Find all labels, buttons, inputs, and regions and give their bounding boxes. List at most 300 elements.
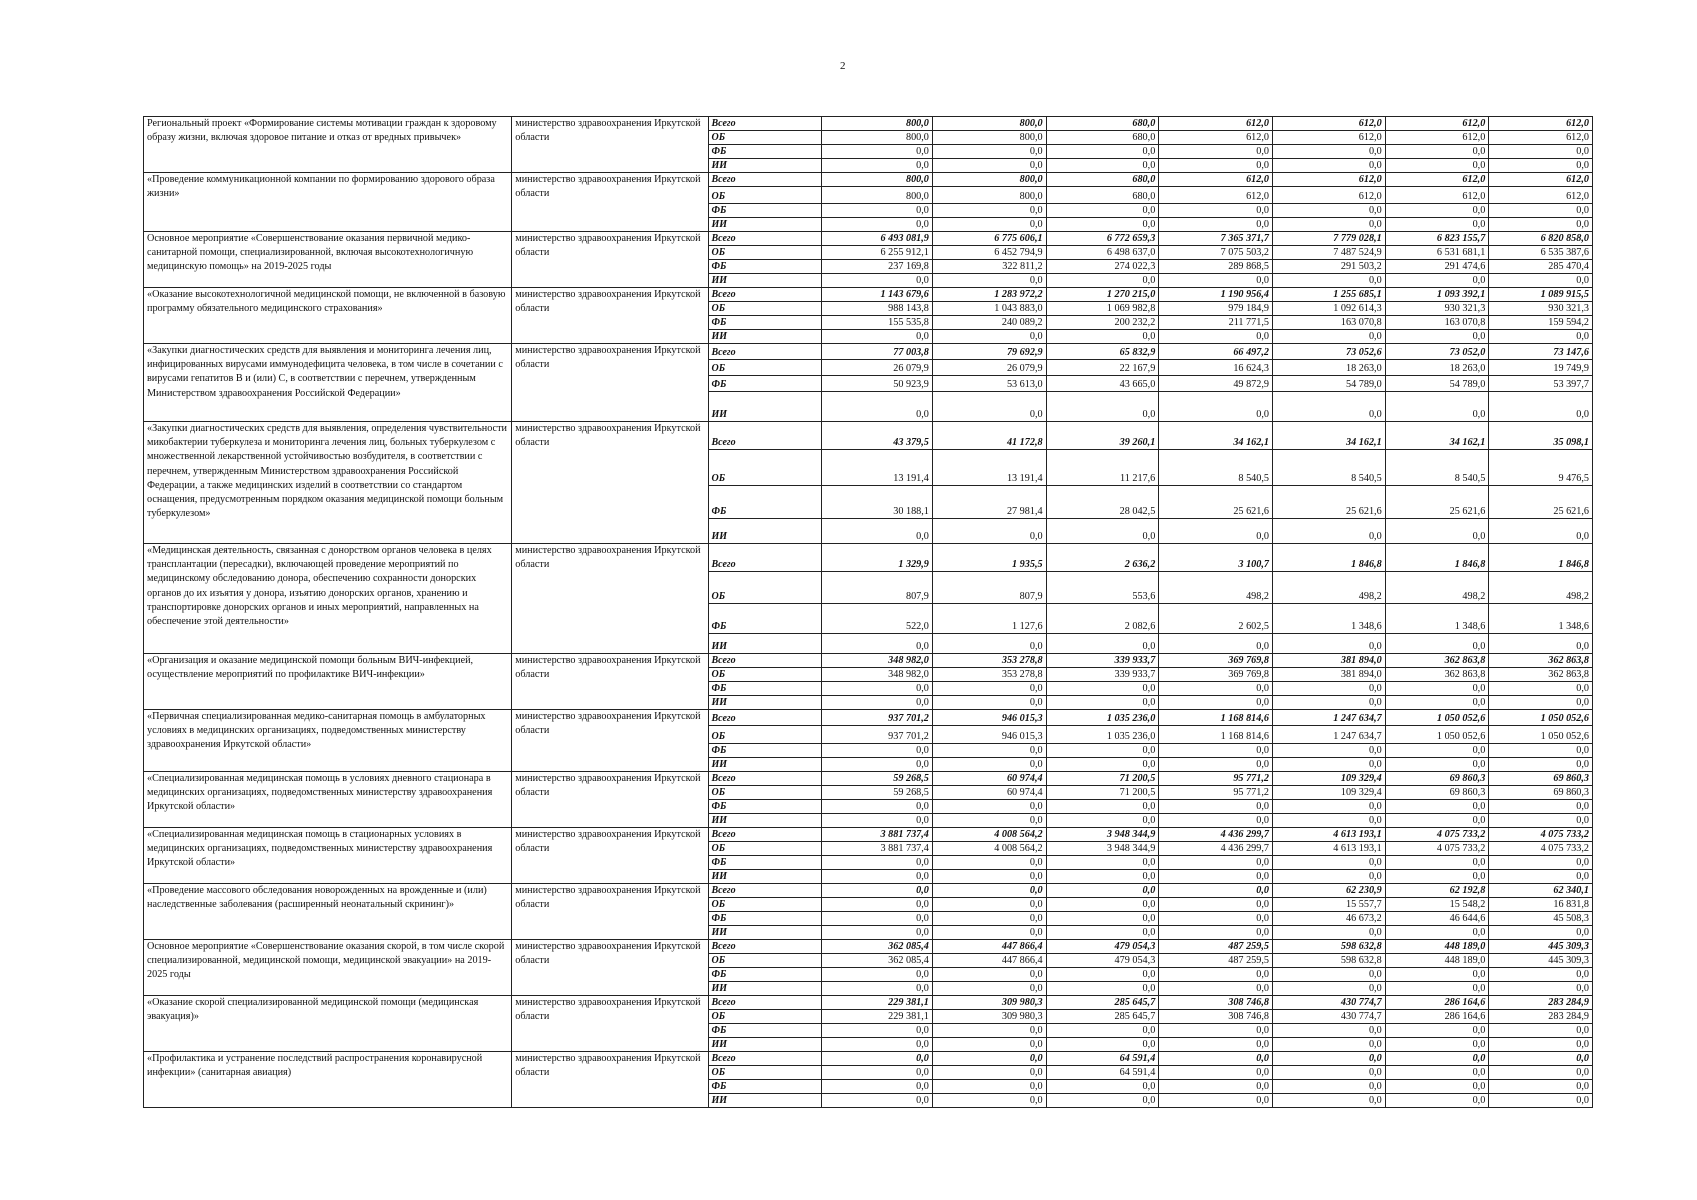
amount-cell: 0,0: [1385, 392, 1489, 422]
amount-cell: 291 503,2: [1272, 260, 1385, 274]
responsible-executor: министерство здравоохранения Иркутской области: [512, 422, 708, 544]
amount-cell: 800,0: [932, 117, 1046, 131]
amount-cell: 4 075 733,2: [1385, 828, 1489, 842]
amount-cell: 77 003,8: [822, 344, 933, 360]
amount-cell: 2 636,2: [1046, 544, 1159, 572]
amount-cell: 7 487 524,9: [1272, 246, 1385, 260]
amount-cell: 4 075 733,2: [1385, 842, 1489, 856]
amount-cell: 0,0: [1489, 1094, 1593, 1108]
activity-name: «Закупки диагностических средств для выявления, определения чувствительности микобактерии туберкулеза и мониторинга лечения лиц, больных туберкулезом с множественной лекарственной устойчивостью возбудителя, в соответствии с перечнем, утвержденным Министерством здравоохранения Российской Федерации, а также медицинских изделий в соответствии со стандартом оснащения, предусмотренным порядком оказания медицинской помощи больным туберкулезом»: [144, 422, 512, 544]
amount-cell: 274 022,3: [1046, 260, 1159, 274]
amount-cell: 612,0: [1272, 117, 1385, 131]
responsible-executor: министерство здравоохранения Иркутской области: [512, 544, 708, 654]
amount-cell: 0,0: [822, 982, 933, 996]
amount-cell: 159 594,2: [1489, 316, 1593, 330]
responsible-executor: министерство здравоохранения Иркутской области: [512, 173, 708, 232]
activity-name: «Проведение коммуникационной компании по формированию здорового образа жизни»: [144, 173, 512, 232]
funding-source: Всего: [708, 117, 822, 131]
funding-source: Всего: [708, 173, 822, 187]
amount-cell: 9 476,5: [1489, 450, 1593, 486]
amount-cell: 0,0: [1272, 274, 1385, 288]
table-row: [144, 173, 1593, 187]
amount-cell: 6 820 858,0: [1489, 232, 1593, 246]
amount-cell: 430 774,7: [1272, 996, 1385, 1010]
amount-cell: 0,0: [932, 392, 1046, 422]
amount-cell: 0,0: [1159, 682, 1273, 696]
amount-cell: 1 089 915,5: [1489, 288, 1593, 302]
amount-cell: 79 692,9: [932, 344, 1046, 360]
amount-cell: 0,0: [1385, 634, 1489, 654]
amount-cell: 800,0: [822, 173, 933, 187]
responsible-executor: министерство здравоохранения Иркутской области: [512, 117, 708, 173]
activity-name: «Первичная специализированная медико-санитарная помощь в амбулаторных условиях в медицинских организациях, подведомственных министерству здравоохранения Иркутской области»: [144, 710, 512, 772]
amount-cell: 0,0: [1489, 870, 1593, 884]
amount-cell: 0,0: [1489, 330, 1593, 344]
amount-cell: 73 147,6: [1489, 344, 1593, 360]
amount-cell: 0,0: [1272, 330, 1385, 344]
amount-cell: 0,0: [1159, 744, 1273, 758]
amount-cell: 53 613,0: [932, 376, 1046, 392]
amount-cell: 0,0: [1046, 1038, 1159, 1052]
amount-cell: 22 167,9: [1046, 360, 1159, 376]
amount-cell: 0,0: [1272, 392, 1385, 422]
amount-cell: 0,0: [1272, 145, 1385, 159]
amount-cell: 445 309,3: [1489, 940, 1593, 954]
amount-cell: 3 100,7: [1159, 544, 1273, 572]
amount-cell: 286 164,6: [1385, 996, 1489, 1010]
amount-cell: 0,0: [1385, 519, 1489, 544]
funding-source: ИИ: [708, 634, 822, 654]
amount-cell: 1 092 614,3: [1272, 302, 1385, 316]
amount-cell: 1 050 052,6: [1489, 726, 1593, 744]
amount-cell: 1 348,6: [1272, 604, 1385, 634]
amount-cell: 0,0: [1272, 1066, 1385, 1080]
activity-name: Региональный проект «Формирование системы мотивации граждан к здоровому образу жизни, включая здоровое питание и отказ от вредных привычек»: [144, 117, 512, 173]
amount-cell: 0,0: [1489, 1024, 1593, 1038]
funding-source: Всего: [708, 1052, 822, 1066]
amount-cell: 800,0: [822, 187, 933, 204]
amount-cell: 0,0: [822, 870, 933, 884]
amount-cell: 3 948 344,9: [1046, 842, 1159, 856]
funding-source: ОБ: [708, 572, 822, 604]
amount-cell: 0,0: [1489, 519, 1593, 544]
amount-cell: 0,0: [1385, 1052, 1489, 1066]
amount-cell: 286 164,6: [1385, 1010, 1489, 1024]
amount-cell: 0,0: [1385, 218, 1489, 232]
funding-source: ФБ: [708, 316, 822, 330]
amount-cell: 612,0: [1272, 173, 1385, 187]
amount-cell: 0,0: [1046, 912, 1159, 926]
amount-cell: 0,0: [1489, 800, 1593, 814]
funding-source: Всего: [708, 884, 822, 898]
amount-cell: 35 098,1: [1489, 422, 1593, 450]
amount-cell: 25 621,6: [1385, 486, 1489, 519]
amount-cell: 1 043 883,0: [932, 302, 1046, 316]
amount-cell: 0,0: [932, 758, 1046, 772]
amount-cell: 0,0: [932, 274, 1046, 288]
activity-name: Основное мероприятие «Совершенствование оказания первичной медико-санитарной помощи, специализированной, включая высокотехнологичную медицинскую помощь» на 2019-2025 годы: [144, 232, 512, 288]
amount-cell: 1 348,6: [1489, 604, 1593, 634]
amount-cell: 71 200,5: [1046, 786, 1159, 800]
amount-cell: 66 497,2: [1159, 344, 1273, 360]
amount-cell: 73 052,0: [1385, 344, 1489, 360]
amount-cell: 3 881 737,4: [822, 842, 933, 856]
amount-cell: 0,0: [1272, 1080, 1385, 1094]
funding-source: ОБ: [708, 842, 822, 856]
amount-cell: 7 779 028,1: [1272, 232, 1385, 246]
amount-cell: 448 189,0: [1385, 940, 1489, 954]
amount-cell: 0,0: [1489, 204, 1593, 218]
amount-cell: 4 613 193,1: [1272, 828, 1385, 842]
amount-cell: 0,0: [1489, 1080, 1593, 1094]
amount-cell: 1 255 685,1: [1272, 288, 1385, 302]
amount-cell: 0,0: [1489, 159, 1593, 173]
funding-source: Всего: [708, 422, 822, 450]
amount-cell: 13 191,4: [822, 450, 933, 486]
amount-cell: 0,0: [822, 274, 933, 288]
amount-cell: 59 268,5: [822, 772, 933, 786]
amount-cell: 18 263,0: [1272, 360, 1385, 376]
amount-cell: 0,0: [822, 392, 933, 422]
amount-cell: 95 771,2: [1159, 786, 1273, 800]
amount-cell: 0,0: [1489, 814, 1593, 828]
amount-cell: 0,0: [1272, 968, 1385, 982]
amount-cell: 4 436 299,7: [1159, 828, 1273, 842]
amount-cell: 0,0: [1272, 159, 1385, 173]
funding-source: ИИ: [708, 758, 822, 772]
amount-cell: 26 079,9: [822, 360, 933, 376]
funding-source: Всего: [708, 232, 822, 246]
activity-name: «Проведение массового обследования новорожденных на врожденные и (или) наследственные заболевания (расширенный неонатальный скрининг)»: [144, 884, 512, 940]
table-row: [144, 772, 1593, 786]
activity-name: «Профилактика и устранение последствий распространения коронавирусной инфекции» (санитарная авиация): [144, 1052, 512, 1108]
funding-source: ОБ: [708, 786, 822, 800]
amount-cell: 54 789,0: [1272, 376, 1385, 392]
amount-cell: 1 069 982,8: [1046, 302, 1159, 316]
amount-cell: 937 701,2: [822, 710, 933, 726]
amount-cell: 46 644,6: [1385, 912, 1489, 926]
amount-cell: 6 535 387,6: [1489, 246, 1593, 260]
amount-cell: 0,0: [932, 926, 1046, 940]
amount-cell: 0,0: [822, 758, 933, 772]
amount-cell: 0,0: [932, 145, 1046, 159]
amount-cell: 0,0: [932, 898, 1046, 912]
amount-cell: 46 673,2: [1272, 912, 1385, 926]
amount-cell: 0,0: [1272, 1024, 1385, 1038]
amount-cell: 50 923,9: [822, 376, 933, 392]
amount-cell: 53 397,7: [1489, 376, 1593, 392]
amount-cell: 19 749,9: [1489, 360, 1593, 376]
amount-cell: 0,0: [1385, 814, 1489, 828]
amount-cell: 0,0: [1046, 519, 1159, 544]
amount-cell: 6 498 637,0: [1046, 246, 1159, 260]
responsible-executor: министерство здравоохранения Иркутской области: [512, 344, 708, 422]
amount-cell: 612,0: [1159, 131, 1273, 145]
activity-name: «Специализированная медицинская помощь в стационарных условиях в медицинских организациях, подведомственных министерству здравоохранения Иркутской области»: [144, 828, 512, 884]
amount-cell: 362 863,8: [1489, 668, 1593, 682]
amount-cell: 6 775 606,1: [932, 232, 1046, 246]
amount-cell: 25 621,6: [1159, 486, 1273, 519]
amount-cell: 0,0: [1489, 274, 1593, 288]
amount-cell: 0,0: [822, 682, 933, 696]
funding-source: ФБ: [708, 912, 822, 926]
amount-cell: 65 832,9: [1046, 344, 1159, 360]
amount-cell: 0,0: [822, 1024, 933, 1038]
amount-cell: 0,0: [1046, 682, 1159, 696]
amount-cell: 1 247 634,7: [1272, 710, 1385, 726]
amount-cell: 0,0: [1046, 814, 1159, 828]
amount-cell: 1 050 052,6: [1385, 710, 1489, 726]
funding-source: ОБ: [708, 668, 822, 682]
table-row: [144, 422, 1593, 450]
amount-cell: 937 701,2: [822, 726, 933, 744]
amount-cell: 28 042,5: [1046, 486, 1159, 519]
amount-cell: 348 982,0: [822, 668, 933, 682]
amount-cell: 0,0: [932, 519, 1046, 544]
amount-cell: 27 981,4: [932, 486, 1046, 519]
amount-cell: 498,2: [1272, 572, 1385, 604]
amount-cell: 1 846,8: [1489, 544, 1593, 572]
amount-cell: 0,0: [1489, 982, 1593, 996]
table-row: [144, 884, 1593, 898]
amount-cell: 0,0: [1272, 744, 1385, 758]
amount-cell: 7 365 371,7: [1159, 232, 1273, 246]
funding-source: Всего: [708, 710, 822, 726]
amount-cell: 0,0: [1489, 1052, 1593, 1066]
amount-cell: 479 054,3: [1046, 954, 1159, 968]
amount-cell: 598 632,8: [1272, 954, 1385, 968]
amount-cell: 0,0: [1489, 758, 1593, 772]
amount-cell: 800,0: [822, 131, 933, 145]
amount-cell: 18 263,0: [1385, 360, 1489, 376]
funding-source: ИИ: [708, 159, 822, 173]
amount-cell: 0,0: [822, 1066, 933, 1080]
amount-cell: 1 247 634,7: [1272, 726, 1385, 744]
amount-cell: 0,0: [1159, 898, 1273, 912]
amount-cell: 0,0: [1385, 856, 1489, 870]
amount-cell: 6 452 794,9: [932, 246, 1046, 260]
amount-cell: 612,0: [1385, 131, 1489, 145]
funding-source: ОБ: [708, 246, 822, 260]
amount-cell: 54 789,0: [1385, 376, 1489, 392]
amount-cell: 8 540,5: [1385, 450, 1489, 486]
amount-cell: 447 866,4: [932, 954, 1046, 968]
table-row: [144, 996, 1593, 1010]
amount-cell: 0,0: [932, 800, 1046, 814]
amount-cell: 0,0: [822, 968, 933, 982]
amount-cell: 0,0: [932, 218, 1046, 232]
amount-cell: 0,0: [1159, 800, 1273, 814]
amount-cell: 41 172,8: [932, 422, 1046, 450]
activity-name: «Оказание высокотехнологичной медицинской помощи, не включенной в базовую программу обязательного медицинского страхования»: [144, 288, 512, 344]
funding-source: ИИ: [708, 1094, 822, 1108]
amount-cell: 0,0: [932, 682, 1046, 696]
amount-cell: 0,0: [822, 204, 933, 218]
amount-cell: 6 772 659,3: [1046, 232, 1159, 246]
amount-cell: 0,0: [1272, 982, 1385, 996]
amount-cell: 680,0: [1046, 117, 1159, 131]
amount-cell: 25 621,6: [1489, 486, 1593, 519]
amount-cell: 598 632,8: [1272, 940, 1385, 954]
funding-source: ИИ: [708, 330, 822, 344]
amount-cell: 0,0: [1159, 758, 1273, 772]
amount-cell: 291 474,6: [1385, 260, 1489, 274]
amount-cell: 0,0: [1046, 870, 1159, 884]
amount-cell: 0,0: [1159, 1080, 1273, 1094]
amount-cell: 339 933,7: [1046, 668, 1159, 682]
amount-cell: 0,0: [1385, 145, 1489, 159]
funding-source: Всего: [708, 996, 822, 1010]
amount-cell: 930 321,3: [1489, 302, 1593, 316]
amount-cell: 0,0: [1272, 758, 1385, 772]
amount-cell: 0,0: [932, 1052, 1046, 1066]
amount-cell: 1 190 956,4: [1159, 288, 1273, 302]
amount-cell: 348 982,0: [822, 654, 933, 668]
amount-cell: 0,0: [932, 1066, 1046, 1080]
amount-cell: 498,2: [1159, 572, 1273, 604]
amount-cell: 7 075 503,2: [1159, 246, 1273, 260]
amount-cell: 362 863,8: [1489, 654, 1593, 668]
amount-cell: 487 259,5: [1159, 940, 1273, 954]
amount-cell: 0,0: [1159, 1052, 1273, 1066]
amount-cell: 289 868,5: [1159, 260, 1273, 274]
amount-cell: 45 508,3: [1489, 912, 1593, 926]
amount-cell: 3 948 344,9: [1046, 828, 1159, 842]
responsible-executor: министерство здравоохранения Иркутской области: [512, 828, 708, 884]
amount-cell: 612,0: [1159, 117, 1273, 131]
amount-cell: 807,9: [822, 572, 933, 604]
table-row: [144, 344, 1593, 360]
amount-cell: 0,0: [822, 912, 933, 926]
amount-cell: 0,0: [1385, 1038, 1489, 1052]
funding-source: ОБ: [708, 1066, 822, 1080]
amount-cell: 34 162,1: [1385, 422, 1489, 450]
funding-source: ИИ: [708, 1038, 822, 1052]
amount-cell: 0,0: [932, 1080, 1046, 1094]
amount-cell: 0,0: [1159, 274, 1273, 288]
funding-source: ИИ: [708, 218, 822, 232]
amount-cell: 0,0: [932, 1094, 1046, 1108]
amount-cell: 0,0: [822, 696, 933, 710]
amount-cell: 1 348,6: [1385, 604, 1489, 634]
amount-cell: 26 079,9: [932, 360, 1046, 376]
amount-cell: 16 831,8: [1489, 898, 1593, 912]
amount-cell: 0,0: [1046, 634, 1159, 654]
responsible-executor: министерство здравоохранения Иркутской области: [512, 884, 708, 940]
amount-cell: 0,0: [1385, 982, 1489, 996]
amount-cell: 0,0: [1489, 696, 1593, 710]
amount-cell: 0,0: [822, 330, 933, 344]
amount-cell: 0,0: [1159, 982, 1273, 996]
amount-cell: 0,0: [932, 870, 1046, 884]
amount-cell: 0,0: [932, 204, 1046, 218]
amount-cell: 0,0: [932, 884, 1046, 898]
amount-cell: 0,0: [1489, 218, 1593, 232]
amount-cell: 71 200,5: [1046, 772, 1159, 786]
amount-cell: 0,0: [1385, 1024, 1489, 1038]
amount-cell: 0,0: [1489, 145, 1593, 159]
amount-cell: 0,0: [1159, 159, 1273, 173]
amount-cell: 0,0: [1159, 814, 1273, 828]
amount-cell: 0,0: [1046, 392, 1159, 422]
amount-cell: 0,0: [1385, 870, 1489, 884]
amount-cell: 0,0: [1046, 145, 1159, 159]
amount-cell: 612,0: [1159, 173, 1273, 187]
funding-source: ОБ: [708, 187, 822, 204]
amount-cell: 69 860,3: [1489, 772, 1593, 786]
amount-cell: 0,0: [1272, 870, 1385, 884]
amount-cell: 2 602,5: [1159, 604, 1273, 634]
amount-cell: 381 894,0: [1272, 654, 1385, 668]
budget-table: [143, 116, 1593, 1108]
amount-cell: 0,0: [1489, 856, 1593, 870]
funding-source: ИИ: [708, 274, 822, 288]
amount-cell: 8 540,5: [1159, 450, 1273, 486]
responsible-executor: министерство здравоохранения Иркутской области: [512, 940, 708, 996]
amount-cell: 1 168 814,6: [1159, 710, 1273, 726]
amount-cell: 362 863,8: [1385, 668, 1489, 682]
amount-cell: 0,0: [822, 744, 933, 758]
responsible-executor: министерство здравоохранения Иркутской области: [512, 772, 708, 828]
amount-cell: 0,0: [1046, 1024, 1159, 1038]
funding-source: Всего: [708, 828, 822, 842]
amount-cell: 1 329,9: [822, 544, 933, 572]
amount-cell: 0,0: [1046, 204, 1159, 218]
amount-cell: 0,0: [932, 330, 1046, 344]
funding-source: ФБ: [708, 800, 822, 814]
funding-source: ФБ: [708, 856, 822, 870]
amount-cell: 0,0: [1385, 744, 1489, 758]
responsible-executor: министерство здравоохранения Иркутской области: [512, 996, 708, 1052]
amount-cell: 0,0: [1046, 898, 1159, 912]
amount-cell: 1 283 972,2: [932, 288, 1046, 302]
amount-cell: 979 184,9: [1159, 302, 1273, 316]
amount-cell: 69 860,3: [1385, 786, 1489, 800]
amount-cell: 11 217,6: [1046, 450, 1159, 486]
amount-cell: 800,0: [932, 187, 1046, 204]
funding-source: ОБ: [708, 954, 822, 968]
amount-cell: 0,0: [1046, 758, 1159, 772]
amount-cell: 211 771,5: [1159, 316, 1273, 330]
amount-cell: 64 591,4: [1046, 1052, 1159, 1066]
amount-cell: 0,0: [1385, 682, 1489, 696]
page-number: 2: [840, 60, 846, 72]
amount-cell: 39 260,1: [1046, 422, 1159, 450]
activity-name: «Организация и оказание медицинской помощи больным ВИЧ-инфекцией, осуществление мероприятий по профилактике ВИЧ-инфекции»: [144, 654, 512, 710]
amount-cell: 15 548,2: [1385, 898, 1489, 912]
amount-cell: 0,0: [822, 634, 933, 654]
amount-cell: 362 085,4: [822, 954, 933, 968]
amount-cell: 30 188,1: [822, 486, 933, 519]
amount-cell: 0,0: [822, 814, 933, 828]
table-row: [144, 288, 1593, 302]
amount-cell: 1 935,5: [932, 544, 1046, 572]
funding-source: Всего: [708, 772, 822, 786]
amount-cell: 0,0: [1489, 968, 1593, 982]
funding-source: ОБ: [708, 1010, 822, 1024]
amount-cell: 946 015,3: [932, 710, 1046, 726]
amount-cell: 0,0: [1046, 330, 1159, 344]
amount-cell: 0,0: [932, 1024, 1046, 1038]
amount-cell: 1 168 814,6: [1159, 726, 1273, 744]
amount-cell: 43 379,5: [822, 422, 933, 450]
amount-cell: 0,0: [1046, 982, 1159, 996]
amount-cell: 0,0: [1159, 392, 1273, 422]
activity-name: «Оказание скорой специализированной медицинской помощи (медицинская эвакуация)»: [144, 996, 512, 1052]
amount-cell: 0,0: [822, 1038, 933, 1052]
funding-source: ФБ: [708, 604, 822, 634]
amount-cell: 0,0: [1489, 634, 1593, 654]
